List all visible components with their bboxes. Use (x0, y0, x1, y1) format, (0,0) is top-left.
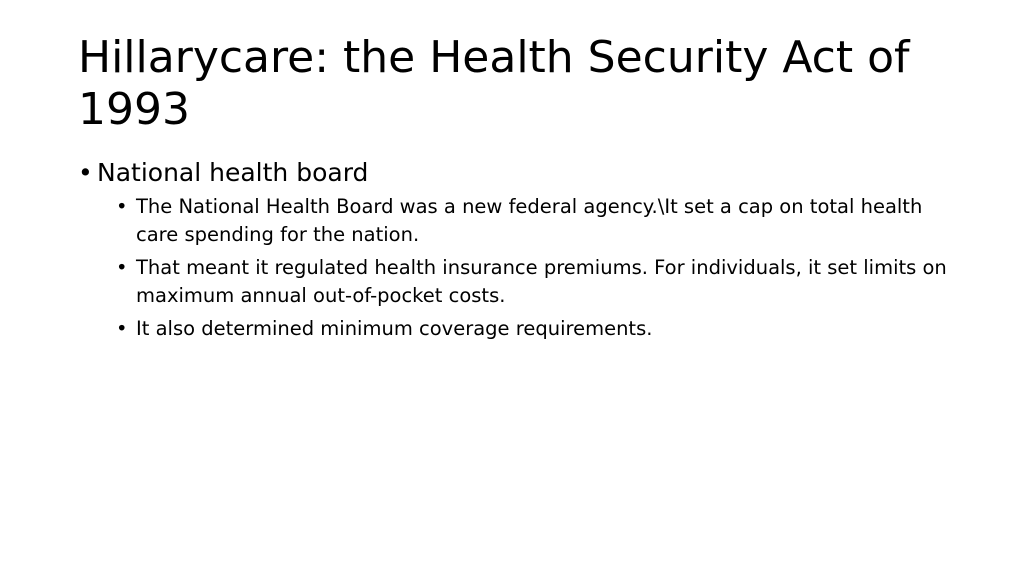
bullet-text: National health board (97, 158, 369, 187)
bullet-item (78, 158, 948, 188)
sub-bullet-list (78, 193, 948, 343)
sub-bullet-text: That meant it regulated health insurance premiums. For individuals, it set limits on maximum annual out-of-pocket costs. (136, 256, 947, 307)
slide-title: Hillarycare: the Health Security Act of 1993 (78, 32, 910, 135)
slide-body (78, 158, 948, 348)
sub-bullet-item (116, 315, 948, 343)
bullet-dot-icon: • (116, 317, 128, 340)
bullet-dot-icon: • (116, 256, 128, 279)
bullet-dot-icon: • (116, 195, 128, 218)
sub-bullet-text: The National Health Board was a new federal agency.\It set a cap on total health care spending for the nation. (136, 195, 923, 246)
sub-bullet-text: It also determined minimum coverage requirements. (136, 317, 653, 340)
bullet-dot-icon: • (78, 158, 93, 187)
sub-bullet-item (116, 254, 948, 310)
sub-bullet-item (116, 193, 948, 249)
